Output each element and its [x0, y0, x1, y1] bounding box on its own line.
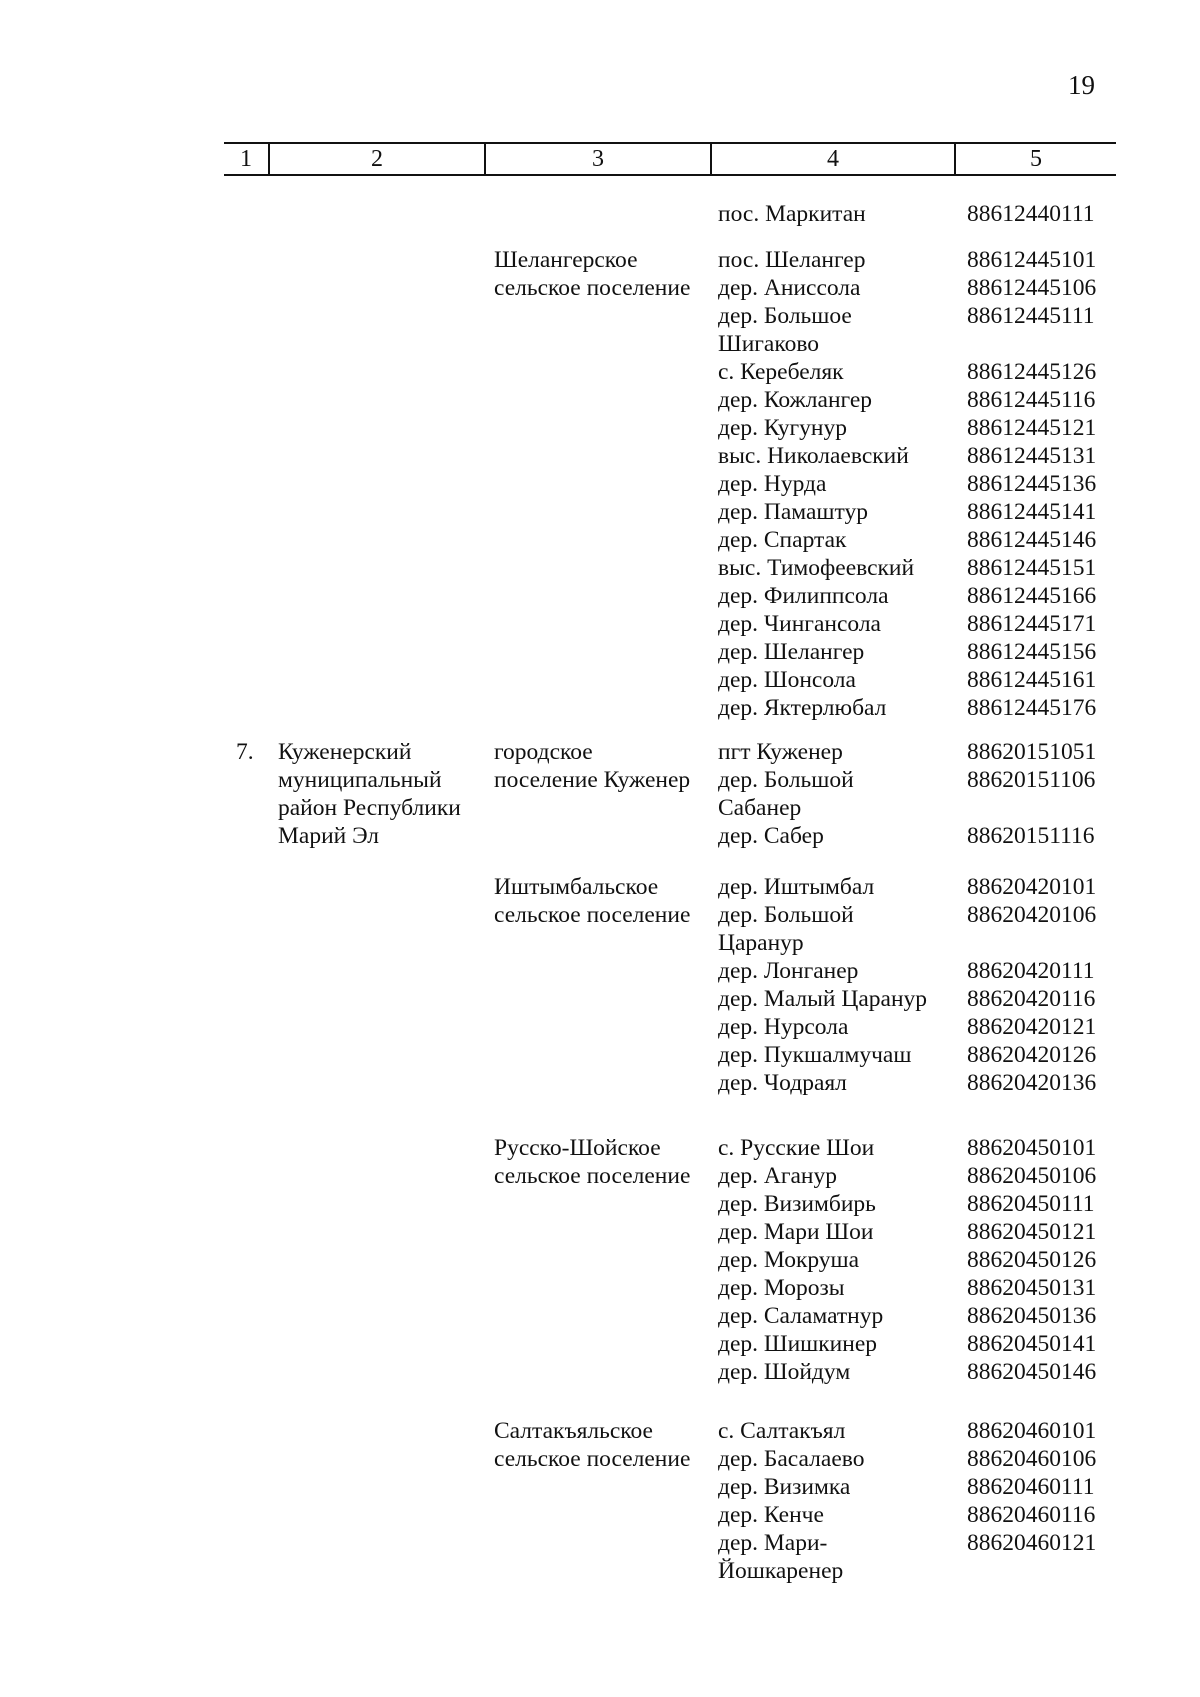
- district-name-line: Куженерский: [278, 739, 412, 765]
- place-name-line: дер. Иштымбал: [718, 874, 875, 900]
- page-number: 19: [1068, 70, 1095, 100]
- place-name-line: выс. Тимофеевский: [718, 555, 915, 581]
- place-name-line: дер. Шонсола: [718, 667, 856, 693]
- code-cell: 88620450136: [967, 1303, 1097, 1329]
- settlement-name-line: сельское поселение: [494, 902, 691, 928]
- place-name-line: дер. Нурда: [718, 471, 827, 497]
- settlement-name-line: сельское поселение: [494, 1446, 691, 1472]
- code-cell: 88620460106: [967, 1446, 1097, 1472]
- place-name-line: дер. Большое: [718, 303, 852, 329]
- place-name-line: дер. Яктерлюбал: [718, 695, 887, 721]
- code-cell: 88612445166: [967, 583, 1097, 609]
- place-name-line: дер. Аганур: [718, 1163, 838, 1189]
- place-name-line: дер. Филиппсола: [718, 583, 889, 609]
- code-cell: 88620460111: [967, 1474, 1095, 1500]
- place-name-line: дер. Лонганер: [718, 958, 859, 984]
- district-name-line: район Республики: [278, 795, 461, 821]
- place-name-line: дер. Басалаево: [718, 1446, 865, 1472]
- code-cell: 88612445156: [967, 639, 1097, 665]
- place-name-line: Сабанер: [718, 795, 802, 821]
- place-name-line: дер. Малый Царанур: [718, 986, 928, 1012]
- code-cell: 88620420101: [967, 874, 1097, 900]
- code-cell: 88620460116: [967, 1502, 1096, 1528]
- place-name-line: пгт Куженер: [718, 739, 843, 765]
- district-name-line: муниципальный: [278, 767, 442, 793]
- code-cell: 88612445171: [967, 611, 1097, 637]
- settlement-name-line: городское: [494, 739, 593, 765]
- row-number: 7.: [236, 739, 254, 765]
- place-name-line: дер. Чингансола: [718, 611, 881, 637]
- place-name-line: дер. Мари Шои: [718, 1219, 874, 1245]
- code-cell: 88620420116: [967, 986, 1096, 1012]
- code-cell: 88620450111: [967, 1191, 1095, 1217]
- place-name-line: с. Салтакъял: [718, 1418, 846, 1444]
- place-name-line: Йошкаренер: [718, 1558, 844, 1584]
- header-col-2: 2: [268, 144, 484, 174]
- code-cell: 88620450141: [967, 1331, 1097, 1357]
- code-cell: 88620450121: [967, 1219, 1097, 1245]
- code-cell: 88612445126: [967, 359, 1097, 385]
- code-cell: 88620450101: [967, 1135, 1097, 1161]
- place-name-line: дер. Кожлангер: [718, 387, 873, 413]
- district-name-line: Марий Эл: [278, 823, 380, 849]
- place-name-line: дер. Шойдум: [718, 1359, 851, 1385]
- code-cell: 88620151106: [967, 767, 1096, 793]
- code-cell: 88620420121: [967, 1014, 1097, 1040]
- code-cell: 88620420111: [967, 958, 1095, 984]
- code-cell: 88612445161: [967, 667, 1097, 693]
- code-cell: 88612445111: [967, 303, 1095, 329]
- header-col-1: 1: [240, 145, 252, 172]
- place-name-line: дер. Спартак: [718, 527, 847, 553]
- place-name-line: Шигаково: [718, 331, 820, 357]
- place-name-line: дер. Памаштур: [718, 499, 868, 525]
- code-cell: 88612445136: [967, 471, 1097, 497]
- settlement-name-line: Шелангерское: [494, 247, 638, 273]
- code-cell: 88620420106: [967, 902, 1097, 928]
- code-cell: 88612445151: [967, 555, 1097, 581]
- header-col-4: 4: [710, 144, 954, 174]
- code-cell: 88612445106: [967, 275, 1097, 301]
- code-cell: 88620460101: [967, 1418, 1097, 1444]
- place-name-line: дер. Морозы: [718, 1275, 845, 1301]
- place-name-line: дер. Мокруша: [718, 1247, 860, 1273]
- place-name-line: дер. Большой: [718, 902, 854, 928]
- place-name-line: дер. Шишкинер: [718, 1331, 878, 1357]
- settlement-name-line: сельское поселение: [494, 1163, 691, 1189]
- code-cell: 88620151051: [967, 739, 1097, 765]
- place-name-line: дер. Нурсола: [718, 1014, 849, 1040]
- place-name-line: выс. Николаевский: [718, 443, 909, 469]
- code-cell: 88620420126: [967, 1042, 1097, 1068]
- table-header: [224, 142, 1116, 176]
- place-name-line: пос. Маркитан: [718, 201, 866, 227]
- code-cell: 88612445176: [967, 695, 1097, 721]
- code-cell: 88612445146: [967, 527, 1097, 553]
- settlement-name-line: Иштымбальское: [494, 874, 659, 900]
- settlement-name-line: поселение Куженер: [494, 767, 691, 793]
- code-cell: 88612445121: [967, 415, 1097, 441]
- place-name-line: дер. Мари-: [718, 1530, 828, 1556]
- place-name-line: дер. Большой: [718, 767, 854, 793]
- place-name-line: дер. Кугунур: [718, 415, 848, 441]
- place-name-line: дер. Саламатнур: [718, 1303, 884, 1329]
- header-col-3: 3: [484, 144, 710, 174]
- place-name-line: дер. Чодраял: [718, 1070, 847, 1096]
- place-name-line: дер. Визимбирь: [718, 1191, 876, 1217]
- code-cell: 88620450131: [967, 1275, 1097, 1301]
- header-col-5: 5: [954, 144, 1116, 174]
- code-cell: 88612440111: [967, 201, 1095, 227]
- code-cell: 88620460121: [967, 1530, 1097, 1556]
- code-cell: 88612445141: [967, 499, 1097, 525]
- place-name-line: дер. Аниссола: [718, 275, 861, 301]
- code-cell: 88620151116: [967, 823, 1095, 849]
- place-name-line: пос. Шелангер: [718, 247, 866, 273]
- code-cell: 88620450146: [967, 1359, 1097, 1385]
- place-name-line: дер. Кенче: [718, 1502, 824, 1528]
- code-cell: 88612445116: [967, 387, 1096, 413]
- place-name-line: Царанур: [718, 930, 804, 956]
- settlement-name-line: сельское поселение: [494, 275, 691, 301]
- code-cell: 88620450126: [967, 1247, 1097, 1273]
- code-cell: 88612445131: [967, 443, 1097, 469]
- code-cell: 88620450106: [967, 1163, 1097, 1189]
- place-name-line: с. Керебеляк: [718, 359, 844, 385]
- place-name-line: дер. Сабер: [718, 823, 824, 849]
- place-name-line: дер. Визимка: [718, 1474, 851, 1500]
- place-name-line: с. Русские Шои: [718, 1135, 875, 1161]
- place-name-line: дер. Пукшалмучаш: [718, 1042, 912, 1068]
- settlement-name-line: Русско-Шойское: [494, 1135, 661, 1161]
- code-cell: 88612445101: [967, 247, 1097, 273]
- place-name-line: дер. Шелангер: [718, 639, 865, 665]
- settlement-name-line: Салтакъяльское: [494, 1418, 653, 1444]
- code-cell: 88620420136: [967, 1070, 1097, 1096]
